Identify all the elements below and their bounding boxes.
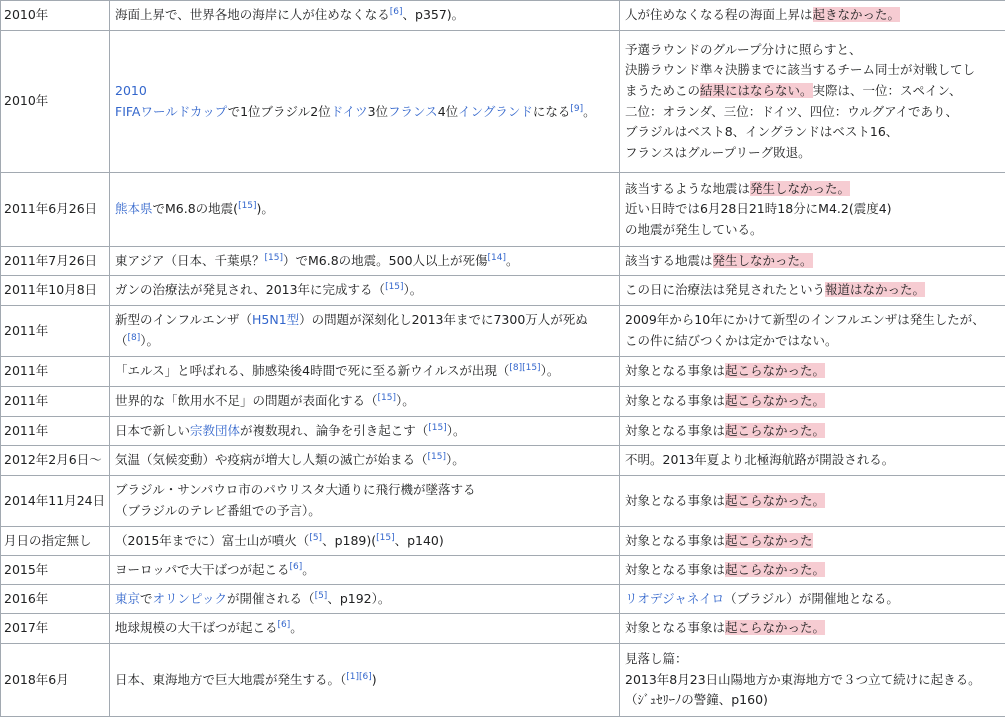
prediction-text: 。 (302, 561, 315, 577)
prediction-cell (110, 173, 620, 247)
h5n1-link[interactable]: H5N1型 (252, 312, 300, 328)
prediction-text: ガンの治療法が発見され、2013年に完成する（ (115, 282, 386, 298)
prediction-text: ）の問題が深刻化し2013年までに7300万人が死ぬ (299, 312, 588, 328)
result-cell (620, 1, 1005, 31)
prediction-text: ) (371, 671, 377, 687)
table-row (1, 527, 1005, 556)
citation-link[interactable]: [15] (428, 422, 447, 433)
table-row (1, 306, 1005, 357)
prediction-text: で1位ブラジル2位 (227, 103, 331, 119)
prediction-cell (110, 476, 620, 527)
result-cell (620, 446, 1005, 476)
result-cell (620, 247, 1005, 276)
prediction-text: ）。 (403, 282, 423, 298)
prediction-cell (110, 556, 620, 585)
prediction-text: ブラジル・サンパウロ市のパウリスタ大通りに飛行機が墜落する (115, 482, 476, 498)
prediction-text: 海面上昇で、世界各地の海岸に人が住めなくなる (115, 7, 390, 23)
prediction-text: 新型のインフルエンザ（ (115, 312, 253, 328)
citation-link[interactable]: [8][15] (509, 363, 541, 374)
table-row (1, 644, 1005, 717)
prediction-cell (110, 527, 620, 556)
citation-link[interactable]: [15] (376, 532, 395, 543)
prediction-text: （ブラジルのテレビ番組での予言）。 (115, 503, 321, 518)
prediction-text: 日本で新しい (115, 422, 191, 438)
citation-link[interactable]: [6] (289, 561, 303, 572)
date-cell: 2011年10月8日 (1, 276, 110, 306)
prediction-text: 。 (583, 103, 596, 119)
date-cell: 2014年11月24日 (1, 476, 110, 527)
prediction-cell (110, 644, 620, 717)
result-cell (620, 173, 1005, 247)
result-text: 対象となる事象は (625, 532, 726, 548)
citation-link[interactable]: [14] (487, 252, 507, 263)
result-cell (620, 644, 1005, 717)
result-text: この日に治療法は発見されたという (625, 282, 826, 298)
result-text: 予選ラウンドのグループ分けに照らすと、 (625, 41, 862, 57)
citation-link[interactable]: [15] (238, 201, 257, 212)
result-highlight: 起こらなかった。 (725, 422, 826, 438)
result-text: 2009年から10年にかけて新型のインフルエンザは発生したが、 (625, 312, 985, 328)
table-row (1, 614, 1005, 644)
table-row (1, 357, 1005, 387)
result-cell (620, 614, 1005, 644)
result-text: 人が住めなくなる程の海面上昇は (625, 7, 813, 23)
table-row (1, 387, 1005, 417)
england-link[interactable]: イングランド (458, 103, 533, 119)
date-cell: 2018年6月 (1, 644, 110, 717)
result-text: この件に結びつくかは定かではない。 (625, 333, 838, 348)
date-cell: 2011年 (1, 306, 110, 357)
prediction-cell (110, 31, 620, 173)
prediction-text: でM6.8の地震( (152, 201, 239, 217)
date-cell: 2016年 (1, 585, 110, 614)
prediction-text: が複数現れ、論争を引き起こす（ (240, 422, 429, 438)
date-cell: 2011年7月26日 (1, 247, 110, 276)
result-text: 近い日時では6月28日21時18分にM4.2(震度4) (625, 201, 892, 217)
prediction-text: 、p189)( (322, 532, 377, 548)
citation-link[interactable]: [6] (277, 620, 291, 631)
result-highlight: 起きなかった。 (812, 7, 901, 23)
prediction-text: （ (115, 333, 128, 348)
prediction-text: 地球規模の大干ばつが起こる (115, 620, 278, 636)
date-cell: 2011年 (1, 387, 110, 417)
citation-link[interactable]: [15] (385, 282, 404, 293)
prediction-text: ）。 (446, 452, 465, 468)
result-highlight: 起こらなかった。 (725, 363, 826, 379)
prediction-text: 、p192）。 (327, 590, 391, 606)
result-text: 二位：オランダ、三位：ドイツ、四位：ウルグアイであり、 (625, 103, 959, 119)
result-highlight: 起こらなかった。 (725, 620, 826, 636)
table-row (1, 247, 1005, 276)
prediction-text: 、p140) (394, 532, 444, 548)
table-row (1, 173, 1005, 247)
result-highlight: 発生しなかった。 (750, 180, 851, 196)
date-cell: 2010年 (1, 1, 110, 31)
olympics-link[interactable]: オリンピック (152, 590, 228, 606)
table-row (1, 446, 1005, 476)
date-cell: 2015年 (1, 556, 110, 585)
result-highlight: 起こらなかった (725, 532, 813, 548)
prediction-text: 。 (290, 620, 303, 636)
prediction-text: ）。 (140, 333, 160, 348)
result-cell (620, 387, 1005, 417)
prediction-text: 世界的な「飲用水不足」の問題が表面化する（ (115, 393, 378, 409)
result-highlight: 報道はなかった。 (825, 282, 926, 298)
result-cell (620, 527, 1005, 556)
result-highlight: 起こらなかった。 (725, 492, 826, 508)
result-text: 決勝ラウンド準々決勝までに該当するチーム同士が対戦してし (625, 62, 976, 78)
date-cell: 2011年 (1, 357, 110, 387)
result-text: 対象となる事象は (625, 393, 726, 409)
result-text: （ｼﾞｭｾﾘｰﾉの警鐘、p160) (625, 692, 768, 708)
result-text: （ブラジル）が開催地となる。 (724, 590, 899, 606)
prediction-text: 。 (506, 252, 519, 268)
prediction-cell (110, 276, 620, 306)
prediction-text: になる (532, 103, 571, 119)
tokyo-link[interactable]: 東京 (115, 590, 141, 606)
result-cell (620, 357, 1005, 387)
citation-link[interactable]: [1][6] (346, 671, 372, 682)
result-text: ブラジルはベスト8、イングランドはベスト16、 (625, 124, 899, 140)
table-row (1, 585, 1005, 614)
prediction-cell (110, 306, 620, 357)
prediction-cell (110, 1, 620, 31)
france-link[interactable]: フランス (388, 103, 438, 119)
result-text: 対象となる事象は (625, 561, 726, 577)
citation-link[interactable]: [9] (570, 103, 584, 114)
prediction-text: ）。 (396, 393, 415, 409)
prediction-cell (110, 357, 620, 387)
world-cup-year-link[interactable]: 2010 (115, 82, 147, 98)
citation-link[interactable]: [8] (127, 333, 141, 343)
prediction-text: ）。 (446, 422, 466, 438)
prediction-text: （2015年までに）富士山が噴火（ (115, 532, 310, 548)
result-cell (620, 306, 1005, 357)
prediction-cell (110, 247, 620, 276)
result-text: 対象となる事象は (625, 422, 726, 438)
result-text: 対象となる事象は (625, 363, 726, 379)
date-cell: 2011年6月26日 (1, 173, 110, 247)
table-row (1, 1, 1005, 31)
kumamoto-link[interactable]: 熊本県 (115, 201, 153, 217)
prediction-cell (110, 387, 620, 417)
citation-link[interactable]: [15] (377, 393, 396, 404)
result-highlight: 結果にはならない。 (700, 82, 813, 98)
date-cell: 月日の指定無し (1, 527, 110, 556)
result-cell (620, 417, 1005, 446)
citation-link[interactable]: [5] (309, 532, 323, 543)
prediction-text: ）。 (540, 363, 560, 379)
result-text: 対象となる事象は (625, 492, 726, 508)
result-cell (620, 31, 1005, 173)
prediction-cell (110, 446, 620, 476)
result-cell (620, 276, 1005, 306)
result-text: フランスはグループリーグ敗退。 (625, 144, 811, 160)
result-text: 見落し篇： (625, 651, 688, 667)
prediction-text: 「エルス」と呼ばれる、肺感染後4時間で死に至る新ウイルスが出現（ (115, 363, 510, 379)
table-row (1, 276, 1005, 306)
date-cell: 2012年2月6日〜 (1, 446, 110, 476)
prediction-cell (110, 417, 620, 446)
table-row (1, 476, 1005, 527)
citation-link[interactable]: [6] (389, 7, 403, 18)
result-highlight: 起こらなかった。 (725, 393, 826, 409)
table-row (1, 417, 1005, 446)
prediction-text: ）でM6.8の地震。500人以上が死傷 (283, 252, 488, 268)
rio-de-janeiro-link[interactable]: リオデジャネイロ (625, 590, 725, 606)
result-highlight: 発生しなかった。 (712, 252, 813, 268)
result-highlight: 起こらなかった。 (725, 561, 826, 577)
date-cell: 2011年 (1, 417, 110, 446)
citation-link[interactable]: [5] (314, 590, 328, 601)
fifa-world-cup-link[interactable]: FIFAワールドカップ (115, 103, 228, 119)
religious-group-link[interactable]: 宗教団体 (190, 422, 241, 438)
citation-link[interactable]: [15] (264, 252, 283, 263)
citation-link[interactable]: [15] (427, 452, 446, 463)
prediction-text: 4位 (437, 103, 459, 119)
prediction-text: 東アジア（日本、千葉県？ (115, 252, 265, 268)
date-cell: 2010年 (1, 31, 110, 173)
prediction-text: 日本、東海地方で巨大地震が発生する。（ (115, 671, 347, 687)
result-text: 2013年8月23日山陽地方か東海地方で３つ立て続けに起きる。 (625, 671, 981, 687)
result-text: の地震が発生している。 (625, 221, 763, 237)
result-text: 該当するような地震は (625, 180, 751, 196)
result-text: 該当する地震は (625, 252, 713, 268)
table-row (1, 556, 1005, 585)
result-text: まうためこの (625, 82, 701, 98)
prediction-text: 、p357)。 (402, 7, 465, 23)
table-row (1, 31, 1005, 173)
result-cell (620, 476, 1005, 527)
prediction-text: で (140, 590, 153, 606)
result-cell (620, 585, 1005, 614)
prediction-text: 気温（気候変動）や疫病が増大し人類の滅亡が始まる（ (115, 452, 428, 468)
result-text: 実際は、一位：スペイン、 (812, 82, 962, 98)
prediction-cell (110, 585, 620, 614)
result-cell (620, 556, 1005, 585)
germany-link[interactable]: ドイツ (330, 103, 368, 119)
prediction-text: 3位 (367, 103, 389, 119)
prediction-text: )。 (256, 201, 274, 217)
prediction-text: ヨーロッパで大干ばつが起こる (115, 561, 290, 577)
result-text: 不明。2013年夏より北極海航路が開設される。 (625, 452, 895, 468)
prediction-cell (110, 614, 620, 644)
prediction-text: が開催される（ (227, 590, 315, 606)
date-cell: 2017年 (1, 614, 110, 644)
result-text: 対象となる事象は (625, 620, 726, 636)
